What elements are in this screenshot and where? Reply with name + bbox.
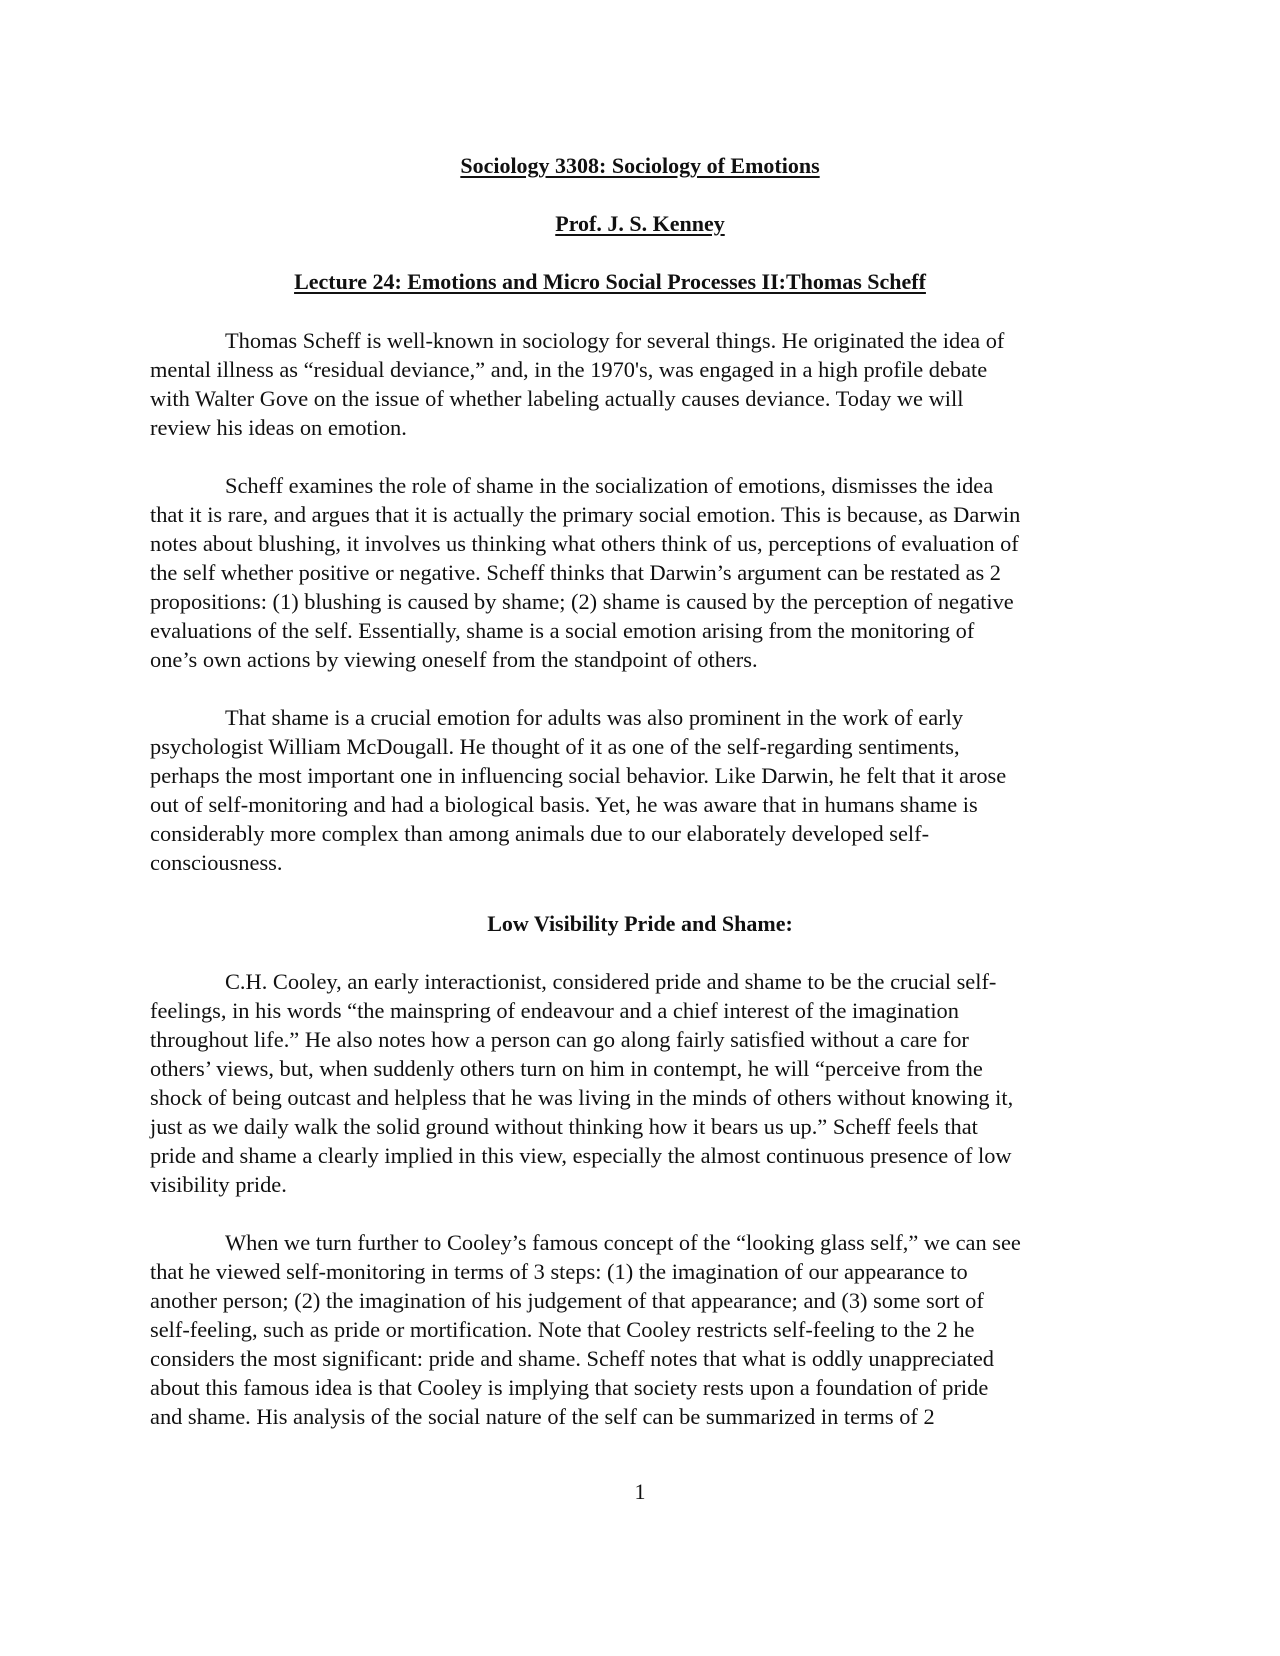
paragraph-line: perhaps the most important one in influencing social behavior. Like Darwin, he felt that it arose [150,763,1007,788]
paragraph-line: shock of being outcast and helpless that he was living in the minds of others without knowing it, [150,1085,1014,1110]
paragraph-4 [150,967,1140,1199]
paragraph-line: propositions: (1) blushing is caused by shame; (2) shame is caused by the perception of negative [150,589,1014,614]
paragraph-line: C.H. Cooley, an early interactionist, considered pride and shame to be the crucial self- [225,969,997,994]
professor-name: Prof. J. S. Kenney [555,211,725,236]
paragraph-3 [150,703,1140,877]
paragraph-line: mental illness as “residual deviance,” and, in the 1970's, was engaged in a high profile debate [150,357,988,382]
course-title: Sociology 3308: Sociology of Emotions [460,153,820,178]
paragraph-line: feelings, in his words “the mainspring of endeavour and a chief interest of the imagination [150,998,959,1023]
paragraph-2 [150,471,1140,674]
paragraph-line: notes about blushing, it involves us thinking what others think of us, perceptions of evaluation of [150,531,1019,556]
paragraph-line: one’s own actions by viewing oneself from the standpoint of others. [150,647,758,672]
paragraph-line: just as we daily walk the solid ground without thinking how it bears us up.” Scheff feels that [150,1114,978,1139]
paragraph-line: Scheff examines the role of shame in the socialization of emotions, dismisses the idea [225,473,994,498]
paragraph-line: When we turn further to Cooley’s famous concept of the “looking glass self,” we can see [225,1230,1021,1255]
paragraph-1 [150,326,1140,442]
paragraph-line: self-feeling, such as pride or mortification. Note that Cooley restricts self-feeling to the 2 he [150,1317,975,1342]
paragraph-line: That shame is a crucial emotion for adults was also prominent in the work of early [225,705,964,730]
page-number: 1 [634,1479,646,1504]
paragraph-line: the self whether positive or negative. Scheff thinks that Darwin’s argument can be restated as 2 [150,560,1002,585]
paragraph-line: throughout life.” He also notes how a person can go along fairly satisfied without a care for [150,1027,969,1052]
paragraph-line: consciousness. [150,850,283,875]
paragraph-line: considerably more complex than among animals due to our elaborately developed self- [150,821,930,846]
paragraph-line: out of self-monitoring and had a biological basis. Yet, he was aware that in humans shame is [150,792,978,817]
paragraph-line: review his ideas on emotion. [150,415,407,440]
paragraph-line: psychologist William McDougall. He thought of it as one of the self-regarding sentiments, [150,734,960,759]
paragraph-line: pride and shame a clearly implied in this view, especially the almost continuous presence of low [150,1143,1012,1168]
paragraph-line: others’ views, but, when suddenly others turn on him in contempt, he will “perceive from the [150,1056,983,1081]
paragraph-line: that he viewed self-monitoring in terms of 3 steps: (1) the imagination of our appearance to [150,1259,968,1284]
paragraph-line: about this famous idea is that Cooley is implying that society rests upon a foundation of pride [150,1375,989,1400]
lecture-title: Lecture 24: Emotions and Micro Social Processes II:Thomas Scheff [294,269,926,294]
paragraph-line: evaluations of the self. Essentially, shame is a social emotion arising from the monitoring of [150,618,975,643]
paragraph-5 [150,1228,1140,1431]
paragraph-line: with Walter Gove on the issue of whether labeling actually causes deviance. Today we will [150,386,964,411]
paragraph-line: Thomas Scheff is well-known in sociology for several things. He originated the idea of [225,328,1005,353]
paragraph-line: considers the most significant: pride and shame. Scheff notes that what is oddly unappreciated [150,1346,994,1371]
paragraph-line: visibility pride. [150,1172,287,1197]
paragraph-line: that it is rare, and argues that it is actually the primary social emotion. This is because, as Darwin [150,502,1021,527]
paragraph-line: and shame. His analysis of the social nature of the self can be summarized in terms of 2 [150,1404,935,1429]
section-heading: Low Visibility Pride and Shame: [487,911,793,936]
paragraph-line: another person; (2) the imagination of his judgement of that appearance; and (3) some sort of [150,1288,984,1313]
